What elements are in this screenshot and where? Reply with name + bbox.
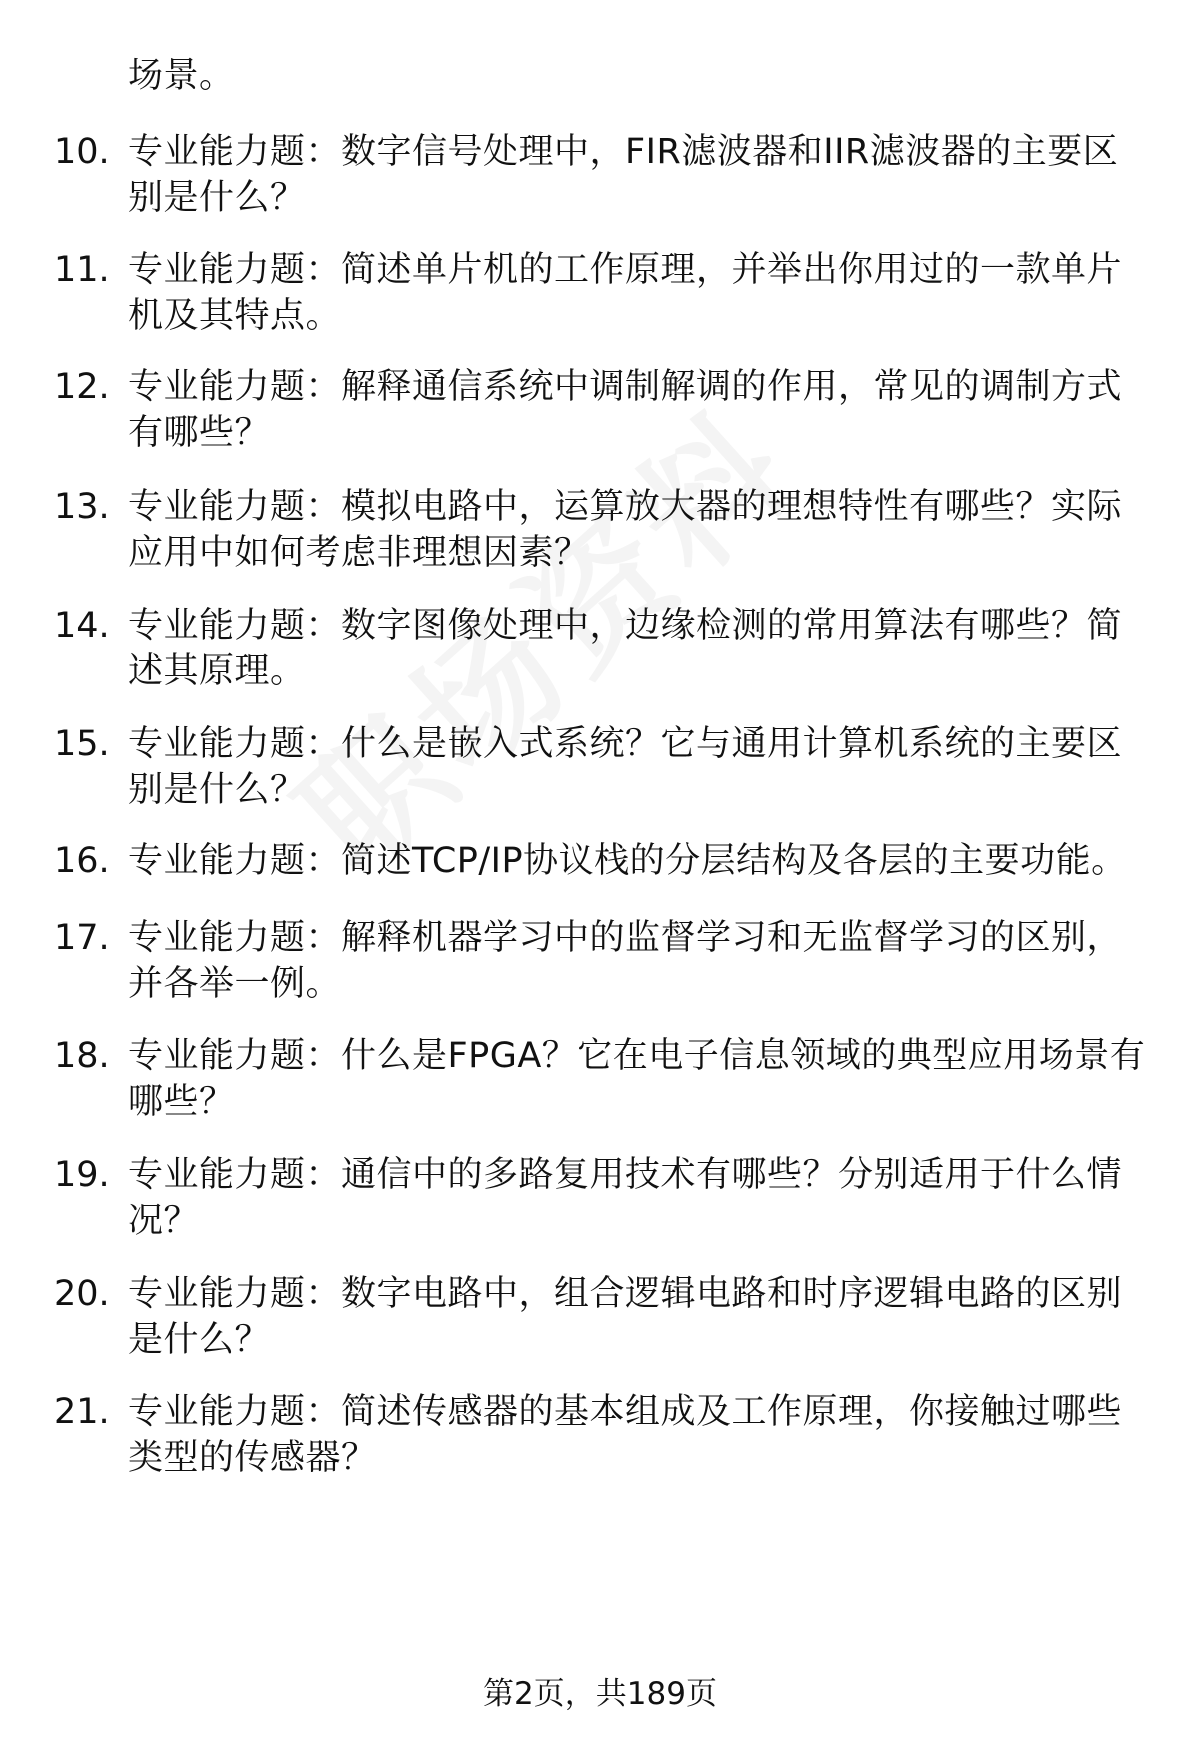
item-number: 15. bbox=[54, 724, 110, 764]
item-text-line2: 是什么？ bbox=[128, 1320, 271, 1360]
item-text-line1: 专业能力题：简述单片机的工作原理，并举出你用过的一款单片 bbox=[128, 250, 1123, 290]
item-number: 20. bbox=[54, 1274, 110, 1314]
item-text-line2: 况？ bbox=[128, 1201, 200, 1241]
item-number: 12. bbox=[54, 367, 110, 407]
item-number: 17. bbox=[54, 918, 110, 958]
item-text-line2: 并各举一例。 bbox=[128, 964, 342, 1004]
item-text-line1: 专业能力题：模拟电路中，运算放大器的理想特性有哪些？实际 bbox=[128, 487, 1123, 527]
item-number: 19. bbox=[54, 1155, 110, 1195]
item-text-line2: 别是什么？ bbox=[128, 178, 306, 218]
item-text-line2: 应用中如何考虑非理想因素？ bbox=[128, 533, 590, 573]
item-text-line1: 专业能力题：简述TCP/IP协议栈的分层结构及各层的主要功能。 bbox=[128, 841, 1127, 881]
item-text-line1: 专业能力题：简述传感器的基本组成及工作原理，你接触过哪些 bbox=[128, 1392, 1123, 1432]
item-number: 18. bbox=[54, 1036, 110, 1076]
item-text-line2: 类型的传感器？ bbox=[128, 1438, 377, 1478]
item-number: 21. bbox=[54, 1392, 110, 1432]
continuation-text: 场景。 bbox=[128, 56, 235, 96]
item-number: 10. bbox=[54, 132, 110, 172]
item-text-line1: 专业能力题：什么是FPGA？它在电子信息领域的典型应用场景有 bbox=[128, 1036, 1146, 1076]
item-text-line1: 专业能力题：解释机器学习中的监督学习和无监督学习的区别， bbox=[128, 918, 1123, 958]
item-text-line1: 专业能力题：数字信号处理中，FIR滤波器和IIR滤波器的主要区 bbox=[128, 132, 1119, 172]
item-text-line2: 别是什么？ bbox=[128, 770, 306, 810]
item-text-line2: 哪些？ bbox=[128, 1082, 235, 1122]
item-text-line1: 专业能力题：数字图像处理中，边缘检测的常用算法有哪些？简 bbox=[128, 606, 1123, 646]
item-text-line1: 专业能力题：解释通信系统中调制解调的作用，常见的调制方式 bbox=[128, 367, 1123, 407]
item-number: 11. bbox=[54, 250, 110, 290]
item-number: 13. bbox=[54, 487, 110, 527]
item-text-line2: 机及其特点。 bbox=[128, 296, 342, 336]
item-number: 16. bbox=[54, 841, 110, 881]
item-text-line1: 专业能力题：通信中的多路复用技术有哪些？分别适用于什么情 bbox=[128, 1155, 1123, 1195]
item-text-line1: 专业能力题：数字电路中，组合逻辑电路和时序逻辑电路的区别 bbox=[128, 1274, 1123, 1314]
item-text-line2: 述其原理。 bbox=[128, 651, 306, 691]
item-number: 14. bbox=[54, 606, 110, 646]
page-footer: 第2页，共189页 bbox=[483, 1676, 717, 1712]
item-text-line2: 有哪些？ bbox=[128, 413, 271, 453]
item-text-line1: 专业能力题：什么是嵌入式系统？它与通用计算机系统的主要区 bbox=[128, 724, 1123, 764]
